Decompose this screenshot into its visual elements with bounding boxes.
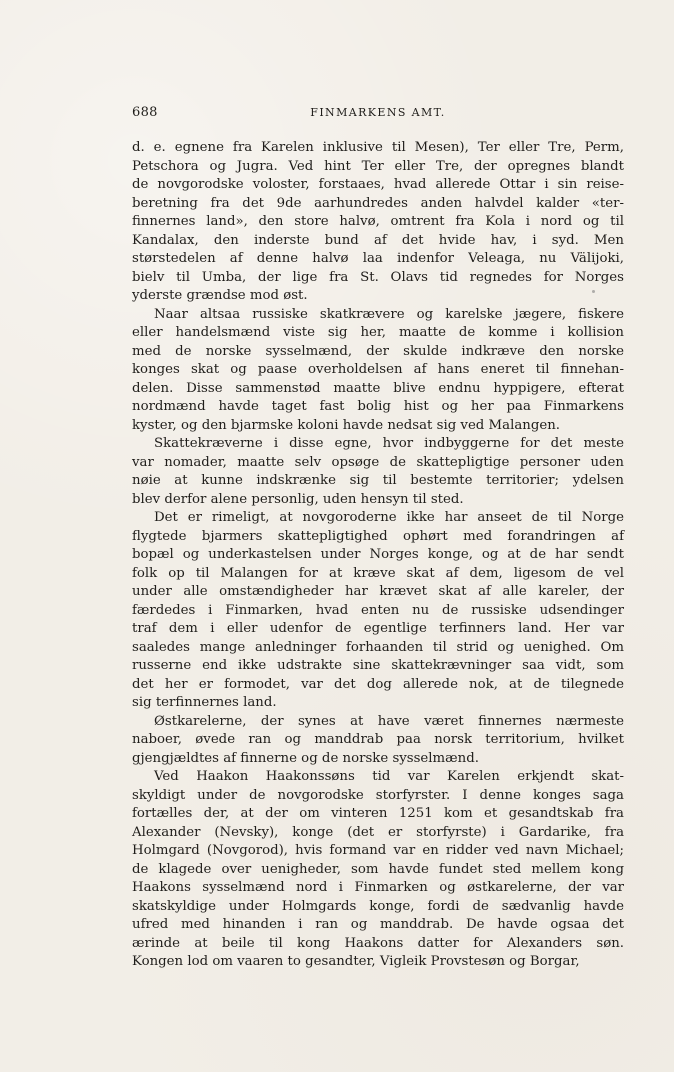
text-line: blev derfor alene personlig, uden hensyn til sted. [132,491,464,507]
text-line: Alexander (Nevsky), konge (det er storfyrste) i Gardarike, fra [132,824,624,840]
text-line: konges skat og paase overholdelsen af hans eneret til finnehan- [132,362,624,377]
running-title: FINMARKENS AMT. [310,106,446,119]
page-header [132,105,624,123]
text-line: størstedelen af denne halvø laa indenfor Veleaga, nu Välijoki, [132,251,624,266]
paragraph [132,768,624,972]
text-line: Kandalax, den inderste bund af det hvide hav, i syd. Men [132,232,624,248]
text-line: gjengjældtes af finnerne og de norske sysselmænd. [132,750,479,766]
text-line: bopæl og underkastelsen under Norges konge, og at de har sendt [132,547,624,562]
paragraph [132,435,624,509]
text-line: Skattekræverne i disse egne, hvor indbyggerne for det meste [154,436,624,451]
text-line: fortælles der, at der om vinteren 1251 kom et gesandtskab fra [132,806,624,821]
text-line: yderste grændse mod øst. [132,288,308,303]
paragraph [132,139,624,306]
text-line: skyldigt under de novgorodske storfyrster. I denne konges saga [132,787,624,803]
text-line: finnernes land», den store halvø, omtrent fra Kola i nord og til [132,214,624,229]
text-line: d. e. egnene fra Karelen inklusive til Mesen), Ter eller Tre, Perm, [132,140,624,155]
text-line: traf dem i eller udenfor de egentlige terfinners land. Her var [132,621,624,636]
text-line: under alle omstændigheder har krævet skat af alle kareler, der [132,584,624,599]
text-line: Haakons sysselmænd nord i Finmarken og østkarelerne, der var [132,880,624,895]
text-line: nordmænd havde taget fast bolig hist og her paa Finmarkens [132,399,624,414]
text-line: flygtede bjarmers skattepligtighed ophørt med forandringen af [132,528,624,544]
text-line: naboer, øvede ran og manddrab paa norsk territorium, hvilket [132,732,624,747]
text-line: skatskyldige under Holmgards konge, fordi de sædvanlig havde [132,898,624,914]
text-line: russerne end ikke udstrakte sine skattekrævninger saa vidt, som [132,658,624,673]
text-line: de novgorodske voloster, forstaaes, hvad allerede Ottar i sin reise- [132,177,624,192]
text-line: ufred med hinanden i ran og manddrab. De havde ogsaa det [132,917,624,932]
text-line: kyster, og den bjarmske koloni havde nedsat sig ved Malangen. [132,417,561,433]
text-line: Naar altsaa russiske skatkrævere og karelske jægere, fiskere [154,306,624,322]
paragraph [132,713,624,769]
text-line: Holmgard (Novgorod), hvis formand var en ridder ved navn Michael; [132,843,624,858]
text-line: det her er formodet, var det dog allerede nok, at de tilegnede [132,676,624,692]
page-number: 688 [132,105,158,120]
text-line: med de norske sysselmænd, der skulde indkræve den norske [132,343,624,359]
text-line: Det er rimeligt, at novgoroderne ikke har anseet de til Norge [154,510,624,525]
text-line: bielv til Umba, der lige fra St. Olavs tid regnedes for Norges [132,269,624,285]
paragraph [132,509,624,713]
text-line: var nomader, maatte selv opsøge de skattepligtige personer uden [132,454,624,470]
text-line: Kongen lod om vaaren to gesandter, Vigleik Provstesøn og Borgar, [132,954,580,969]
text-line: folk op til Malangen for at kræve skat af dem, ligesom de vel [132,565,624,581]
text-line: færdedes i Finmarken, hvad enten nu de russiske udsendinger [132,602,624,618]
text-line: delen. Disse sammenstød maatte blive endnu hyppigere, efterat [132,380,624,396]
text-line: de klagede over uenigheder, som havde fundet sted mellem kong [132,861,624,877]
body-text [132,139,624,972]
paper-speck [592,290,595,293]
text-line: Petschora og Jugra. Ved hint Ter eller Tre, der opregnes blandt [132,158,624,174]
text-line: nøie at kunne indskrænke sig til bestemte territorier; ydelsen [132,473,624,488]
text-line: Østkarelerne, der synes at have været finnernes nærmeste [154,713,624,729]
text-line: sig terfinnernes land. [132,695,277,710]
text-line: eller handelsmænd viste sig her, maatte de komme i kollision [132,325,624,340]
text-line: beretning fra det 9de aarhundredes anden halvdel kalder «ter- [132,195,624,211]
text-line: ærinde at beile til kong Haakons datter for Alexanders søn. [132,935,624,951]
text-line: Ved Haakon Haakonssøns tid var Karelen erkjendt skat- [154,769,624,784]
text-line: saaledes mange anledninger forhaanden til strid og uenighed. Om [132,639,624,655]
paragraph [132,306,624,436]
